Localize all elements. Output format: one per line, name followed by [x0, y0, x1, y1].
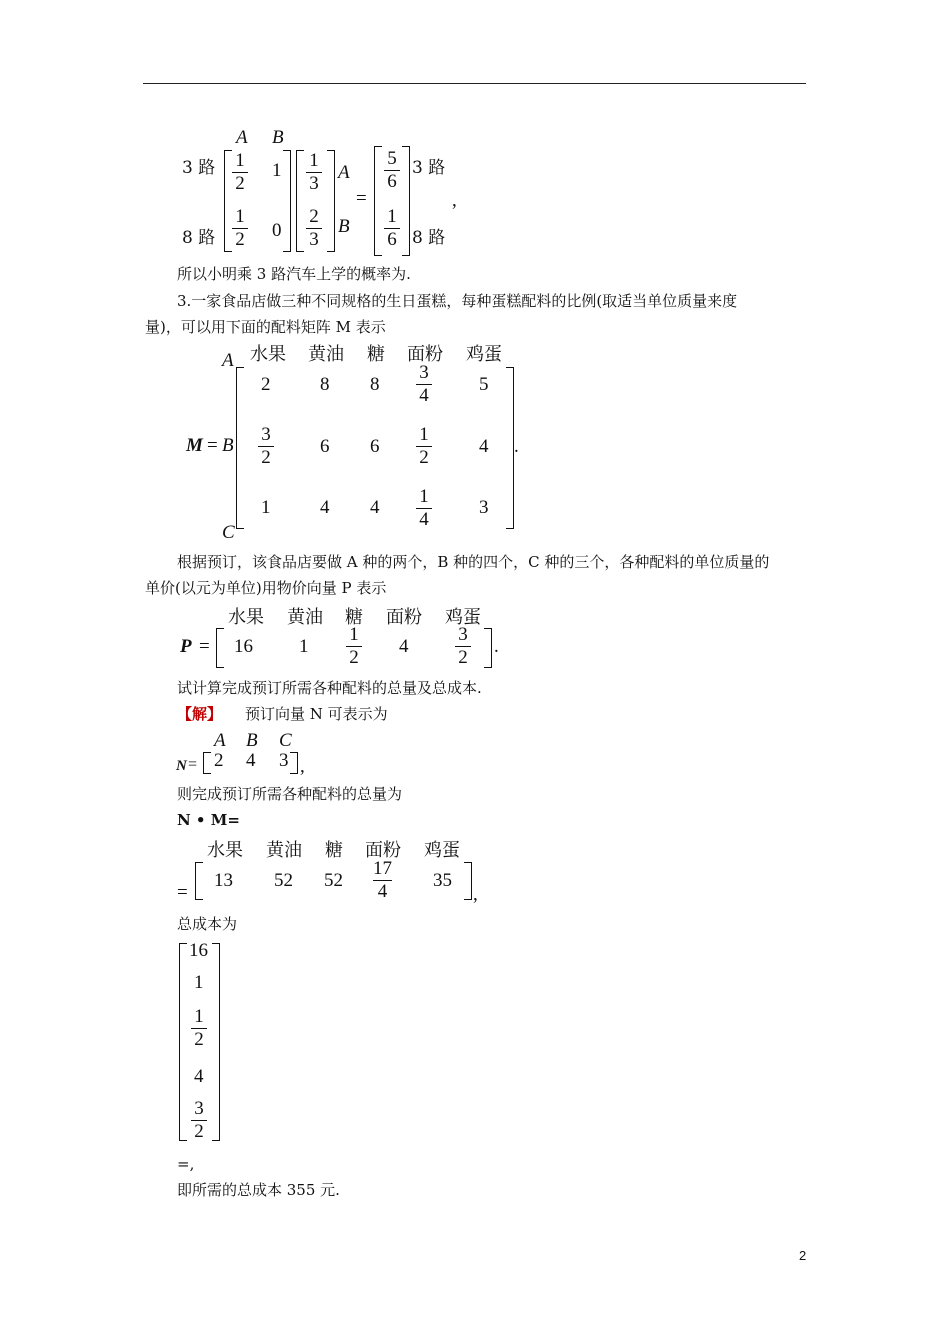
nm-eq: = — [177, 882, 188, 903]
m-header-sugar: 糖 — [367, 344, 385, 365]
nm-right-bracket — [464, 862, 472, 900]
nm-header-butter: 黄油 — [266, 840, 302, 861]
m-row-label-c: C — [222, 522, 235, 543]
p-header-egg: 鸡蛋 — [445, 607, 481, 628]
nm-value-frac: 17 4 — [373, 858, 392, 902]
p-header-sugar: 糖 — [345, 607, 363, 628]
p-eq: = — [199, 636, 210, 657]
m-cell: 1 — [261, 497, 271, 518]
m-cell: 4 — [479, 436, 489, 457]
m1-frac-21: 1 2 — [232, 206, 248, 251]
n-value: 2 — [214, 750, 224, 771]
n-header-a: A — [214, 730, 226, 751]
p-right-bracket — [484, 628, 492, 668]
v-frac-1: 1 3 — [306, 150, 322, 195]
col-p-value-frac: 3 2 — [191, 1098, 207, 1143]
m-cell: 3 — [479, 497, 489, 518]
n-left-bracket — [203, 752, 211, 774]
m-eq: = — [207, 435, 218, 456]
m-cell: 6 — [320, 436, 330, 457]
m-left-bracket — [236, 367, 244, 529]
col-header-a: A — [236, 127, 248, 148]
m-cell: 8 — [370, 374, 380, 395]
nm-left-bracket — [195, 862, 203, 900]
nm-comma: , — [473, 884, 478, 905]
m-label: M — [186, 435, 203, 456]
row-label-3: 3 路 — [182, 158, 216, 178]
nm-value: 52 — [274, 870, 293, 891]
m-row-label-b: B — [222, 435, 234, 456]
p-period: . — [494, 636, 499, 657]
p-left-bracket — [216, 628, 224, 668]
v-label-b: B — [338, 216, 350, 237]
col-p-value: 4 — [194, 1066, 204, 1087]
m1-left-bracket — [224, 150, 232, 252]
probability-line: 所以小明乘 3 路汽车上学的概率为. — [177, 265, 411, 283]
m-cell-frac: 3 2 — [258, 424, 274, 469]
m-cell-frac: 1 4 — [416, 486, 432, 531]
nm-label: N • M= — [177, 811, 240, 829]
m-row-label-a: A — [222, 350, 234, 371]
p-label: P — [180, 636, 192, 657]
order-line2: 单价(以元为单位)用物价向量 P 表示 — [145, 579, 387, 597]
m-cell-frac: 3 4 — [416, 362, 432, 407]
order-line1: 根据预订，该食品店要做 A 种的两个，B 种的四个，C 种的三个，各种配料的单位质量的 — [177, 553, 770, 571]
n-comma: , — [300, 756, 305, 777]
v-label-a: A — [338, 162, 350, 183]
solution-text: 预订向量 N 可表示为 — [245, 705, 388, 723]
n-label: N — [176, 758, 187, 774]
p-header-flour: 面粉 — [386, 607, 422, 628]
final-answer-line: 即所需的总成本 355 元. — [177, 1181, 340, 1199]
question3-line1: 3.一家食品店做三种不同规格的生日蛋糕，每种蛋糕配料的比例(取适当单位质量来度 — [177, 292, 738, 310]
nm-header-sugar: 糖 — [325, 840, 343, 861]
m-cell: 4 — [370, 497, 380, 518]
result-right-bracket — [402, 146, 410, 256]
task-line: 试计算完成预订所需各种配料的总量及总成本. — [177, 679, 482, 697]
col-p-value: 1 — [194, 972, 204, 993]
result-frac-2: 1 6 — [384, 206, 400, 251]
total-amount-line: 则完成预订所需各种配料的总量为 — [177, 785, 403, 803]
m-header-fruit: 水果 — [250, 344, 286, 365]
m-cell: 5 — [479, 374, 489, 395]
m-cell: 2 — [261, 374, 271, 395]
m-cell-frac: 1 2 — [416, 424, 432, 469]
m-cell: 8 — [320, 374, 330, 395]
n-value: 3 — [279, 750, 289, 771]
n-value: 4 — [246, 750, 256, 771]
m1-frac-11: 1 2 — [232, 150, 248, 195]
nm-header-egg: 鸡蛋 — [424, 840, 460, 861]
question3-line2: 量)，可以用下面的配料矩阵 M 表示 — [145, 318, 386, 336]
col-p-right-bracket — [212, 943, 220, 1141]
v-left-bracket — [296, 150, 304, 252]
p-value: 1 — [299, 636, 309, 657]
header-rule — [143, 83, 806, 84]
m-header-flour: 面粉 — [407, 344, 443, 365]
p-header-butter: 黄油 — [287, 607, 323, 628]
col-p-left-bracket — [179, 943, 187, 1141]
eq-comma-line: =, — [177, 1155, 195, 1173]
n-header-b: B — [246, 730, 258, 751]
m-right-bracket — [506, 367, 514, 529]
p-value: 16 — [234, 636, 253, 657]
col-header-b: B — [272, 127, 284, 148]
m-header-butter: 黄油 — [308, 344, 344, 365]
m1-22: 0 — [272, 220, 282, 241]
nm-value: 52 — [324, 870, 343, 891]
page-number: 2 — [799, 1248, 807, 1263]
nm-header-flour: 面粉 — [365, 840, 401, 861]
route-eq-sign: = — [356, 188, 367, 209]
n-eq: = — [188, 756, 198, 773]
total-cost-line: 总成本为 — [177, 915, 238, 933]
p-value: 4 — [399, 636, 409, 657]
n-header-c: C — [279, 730, 292, 751]
m1-12: 1 — [272, 160, 282, 181]
p-header-fruit: 水果 — [228, 607, 264, 628]
m-cell: 6 — [370, 436, 380, 457]
m-cell: 4 — [320, 497, 330, 518]
nm-header-fruit: 水果 — [207, 840, 243, 861]
nm-value: 35 — [433, 870, 452, 891]
m1-right-bracket — [283, 150, 291, 252]
result-label-8: 8 路 — [412, 228, 446, 248]
p-value-frac: 3 2 — [455, 624, 471, 669]
n-right-bracket — [290, 752, 298, 774]
route-comma: , — [452, 190, 457, 211]
v-right-bracket — [327, 150, 335, 252]
solution-tag: 【解】 — [177, 705, 223, 723]
result-left-bracket — [374, 146, 382, 256]
result-frac-1: 5 6 — [384, 148, 400, 193]
m-header-egg: 鸡蛋 — [466, 344, 502, 365]
result-label-3: 3 路 — [412, 158, 446, 178]
p-value-frac: 1 2 — [346, 624, 362, 669]
v-frac-2: 2 3 — [306, 206, 322, 251]
m-period: . — [514, 436, 519, 457]
row-label-8: 8 路 — [182, 228, 216, 248]
nm-value: 13 — [214, 870, 233, 891]
col-p-value: 16 — [189, 940, 208, 961]
col-p-value-frac: 1 2 — [191, 1006, 207, 1051]
